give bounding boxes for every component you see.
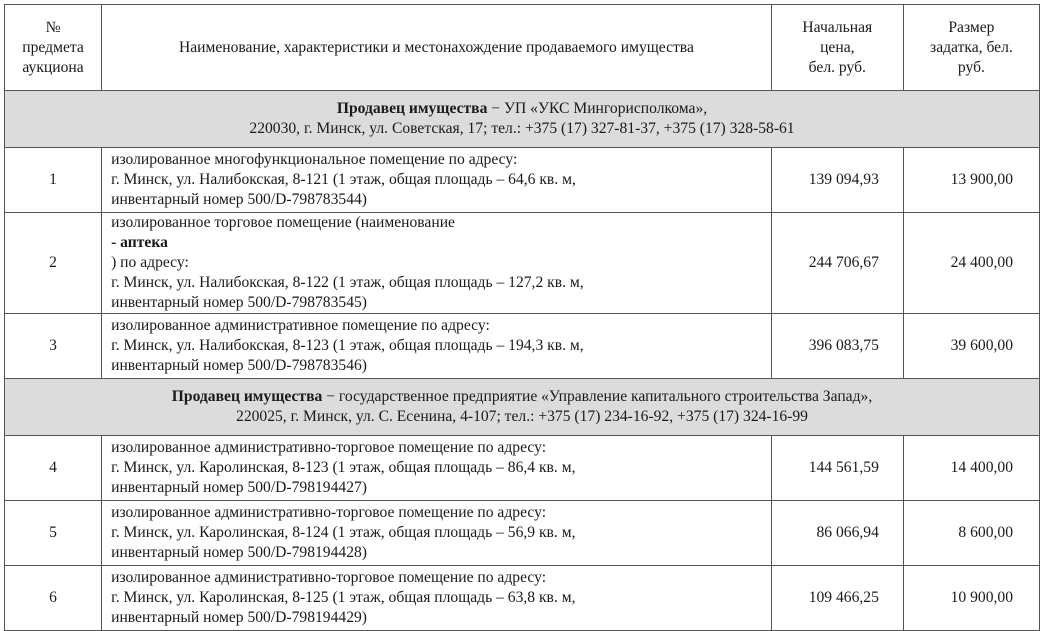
table-header-row	[5, 5, 1040, 91]
lot-description	[102, 148, 772, 213]
lot-desc-inventory: инвентарный номер 500/D-798194427)	[111, 479, 367, 496]
lot-desc-line	[111, 150, 771, 170]
lot-start-price: 86 066,94	[771, 501, 903, 566]
seller-row	[5, 379, 1040, 436]
lot-deposit: 10 900,00	[903, 566, 1039, 631]
lot-description	[102, 213, 772, 314]
header-description: Наименование, характеристики и местонахождение продаваемого имущества	[102, 5, 772, 91]
lot-number: 5	[5, 501, 102, 566]
header-price-line: цена,	[820, 38, 855, 56]
lot-number: 4	[5, 436, 102, 501]
lot-start-price: 396 083,75	[771, 314, 903, 379]
lot-deposit: 13 900,00	[903, 148, 1039, 213]
seller-row	[5, 91, 1040, 148]
table-row	[5, 436, 1040, 501]
lot-number: 1	[5, 148, 102, 213]
lot-start-price: 109 466,25	[771, 566, 903, 631]
header-num-line: аукциона	[22, 58, 84, 76]
lot-desc-text: изолированное административно-торговое помещение по адресу:	[111, 439, 547, 456]
header-deposit	[903, 5, 1039, 91]
lot-desc-text: изолированное административно-торговое помещение по адресу:	[111, 504, 547, 521]
lot-desc-address: г. Минск, ул. Налибокская, 8-121 (1 этаж, общая площадь – 64,6 кв. м,	[111, 171, 576, 188]
table-row	[5, 148, 1040, 213]
lot-desc-address: г. Минск, ул. Каролинская, 8-124 (1 этаж, общая площадь – 56,9 кв. м,	[111, 524, 576, 541]
auction-table	[4, 4, 1040, 631]
seller-address: 220030, г. Минск, ул. Советская, 17; тел.: +375 (17) 327-81-37, +375 (17) 328-58-61	[249, 120, 795, 137]
lot-desc-inventory: инвентарный номер 500/D-798783546)	[111, 357, 367, 374]
lot-desc-text: изолированное торговое помещение (наименование	[111, 214, 459, 231]
header-start-price	[771, 5, 903, 91]
lot-desc-line	[111, 503, 771, 523]
lot-deposit: 14 400,00	[903, 436, 1039, 501]
lot-desc-text: ) по адресу:	[111, 254, 189, 271]
table-row	[5, 566, 1040, 631]
lot-desc-inventory: инвентарный номер 500/D-798783544)	[111, 191, 367, 208]
seller-info	[5, 379, 1040, 436]
lot-desc-inventory: инвентарный номер 500/D-798194428)	[111, 544, 367, 561]
lot-desc-bold: - аптека	[111, 234, 168, 251]
table-row	[5, 213, 1040, 314]
lot-desc-address: г. Минск, ул. Каролинская, 8-125 (1 этаж, общая площадь – 63,8 кв. м,	[111, 589, 576, 606]
lot-deposit: 39 600,00	[903, 314, 1039, 379]
seller-label: Продавец имущества	[336, 100, 488, 117]
lot-desc-inventory: инвентарный номер 500/D-798194429)	[111, 609, 367, 626]
lot-description	[102, 566, 772, 631]
lot-desc-line	[111, 438, 771, 458]
lot-desc-text: изолированное административное помещение по адресу:	[111, 317, 490, 334]
lot-desc-address: г. Минск, ул. Налибокская, 8-122 (1 этаж, общая площадь – 127,2 кв. м,	[111, 274, 584, 291]
table-row	[5, 314, 1040, 379]
lot-description	[102, 314, 772, 379]
lot-start-price: 244 706,67	[771, 213, 903, 314]
seller-info	[5, 91, 1040, 148]
header-deposit-line: задатка, бел.	[930, 38, 1013, 56]
lot-desc-inventory: инвентарный номер 500/D-798783545)	[111, 294, 367, 311]
header-price-line: Начальная	[802, 18, 873, 36]
lot-start-price: 144 561,59	[771, 436, 903, 501]
header-price-line: бел. руб.	[808, 58, 866, 76]
lot-desc-address: г. Минск, ул. Налибокская, 8-123 (1 этаж, общая площадь – 194,3 кв. м,	[111, 337, 584, 354]
lot-desc-line	[111, 213, 771, 273]
lot-desc-address: г. Минск, ул. Каролинская, 8-123 (1 этаж, общая площадь – 86,4 кв. м,	[111, 459, 576, 476]
lot-number: 3	[5, 314, 102, 379]
lot-start-price: 139 094,93	[771, 148, 903, 213]
seller-address: 220025, г. Минск, ул. С. Есенина, 4-107; тел.: +375 (17) 234-16-92, +375 (17) 324-16-99	[236, 408, 808, 425]
lot-number: 2	[5, 213, 102, 314]
lot-number: 6	[5, 566, 102, 631]
header-lot-number	[5, 5, 102, 91]
lot-description	[102, 436, 772, 501]
lot-description	[102, 501, 772, 566]
lot-deposit: 24 400,00	[903, 213, 1039, 314]
lot-deposit: 8 600,00	[903, 501, 1039, 566]
table-row	[5, 501, 1040, 566]
lot-desc-line	[111, 568, 771, 588]
header-deposit-line: руб.	[957, 58, 985, 76]
lot-desc-line	[111, 316, 771, 336]
header-deposit-line: Размер	[948, 18, 995, 36]
seller-label: Продавец имущества	[171, 388, 323, 405]
header-num-line: предмета	[22, 38, 84, 56]
lot-desc-text: изолированное многофункциональное помещение по адресу:	[111, 151, 518, 168]
header-num-line: №	[45, 18, 61, 36]
seller-name: − УП «УКС Мингорисполкома»,	[487, 100, 708, 117]
seller-name: − государственное предприятие «Управление капитального строительства Запад»,	[322, 388, 873, 405]
lot-desc-text: изолированное административно-торговое помещение по адресу:	[111, 569, 547, 586]
